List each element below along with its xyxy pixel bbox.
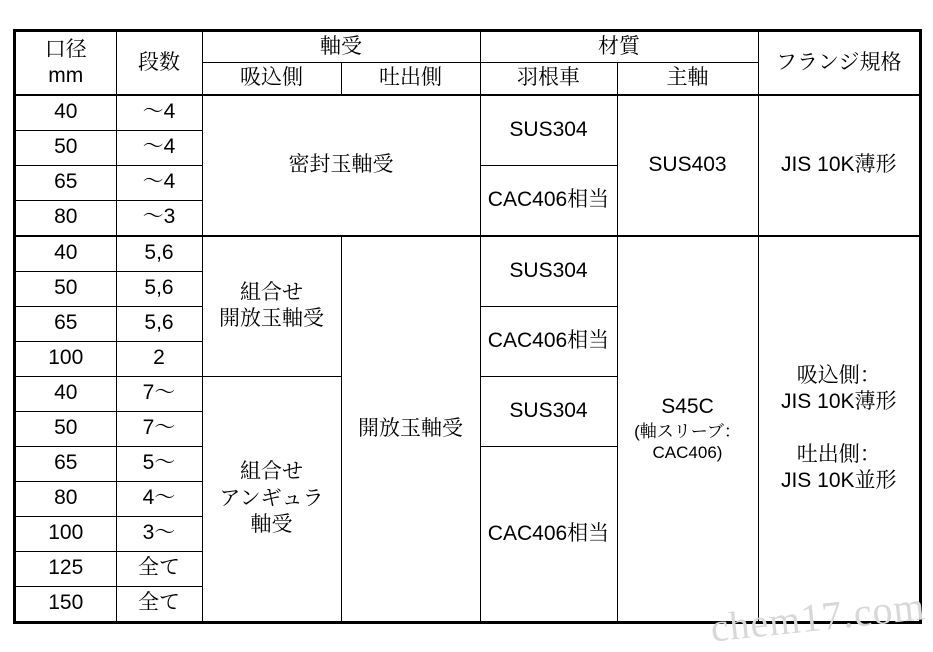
cell-impeller-g4: CAC406相当 (480, 306, 617, 376)
cell-bore: 80 (15, 481, 116, 516)
cell-stages: 7～ (116, 411, 202, 446)
cell-bore: 65 (15, 165, 116, 200)
cell-flange-g2 (758, 236, 920, 622)
cell-bore: 50 (15, 271, 116, 306)
header-bore-label: 口径 (44, 37, 87, 61)
cell-stages: 5,6 (116, 306, 202, 341)
cell-shaft-g2-line3: CAC406) (652, 442, 723, 462)
cell-impeller-g3: SUS304 (480, 236, 617, 307)
header-bore (15, 31, 116, 95)
cell-flange-g2-line4: 吐出側： (796, 442, 881, 466)
header-bore-unit: mm (48, 63, 84, 87)
cell-impeller-g2: CAC406相当 (480, 165, 617, 236)
cell-bore: 40 (15, 376, 116, 411)
header-bearing-suction: 吸込側 (202, 63, 341, 95)
cell-stages: ～4 (116, 95, 202, 131)
cell-flange-g2-line1: 吸込側： (796, 364, 881, 388)
watermark: chem17.com (707, 583, 927, 651)
header-flange: フランジ規格 (758, 31, 920, 95)
cell-flange-g2-spacer (762, 416, 917, 442)
cell-impeller-g5: SUS304 (480, 376, 617, 446)
header-material-shaft: 主軸 (617, 63, 758, 95)
cell-bearing-suction-g3-line1: 組合せ (240, 460, 303, 484)
cell-stages: 5,6 (116, 271, 202, 306)
cell-stages: 全て (116, 551, 202, 586)
cell-bore: 80 (15, 200, 116, 236)
cell-flange-g1: JIS 10K薄形 (758, 95, 920, 236)
cell-bore: 100 (15, 516, 116, 551)
cell-bore: 40 (15, 95, 116, 131)
table-row (15, 95, 920, 131)
header-bearing: 軸受 (202, 31, 480, 63)
cell-bore: 50 (15, 130, 116, 165)
cell-bore: 40 (15, 236, 116, 272)
cell-bore: 50 (15, 411, 116, 446)
cell-bore: 150 (15, 586, 116, 622)
cell-bearing-suction-g3 (202, 376, 341, 622)
cell-bearing-suction-g2 (202, 236, 341, 377)
cell-bearing-discharge-g2: 開放玉軸受 (341, 236, 480, 622)
cell-bore: 65 (15, 306, 116, 341)
header-stages: 段数 (116, 31, 202, 95)
cell-stages: 3～ (116, 516, 202, 551)
cell-stages: 2 (116, 341, 202, 376)
cell-bearing-suction-g3-line3: 軸受 (250, 512, 293, 536)
cell-stages: ～4 (116, 130, 202, 165)
cell-stages: 7～ (116, 376, 202, 411)
cell-shaft-g2-line1: S45C (661, 395, 714, 419)
cell-bore: 65 (15, 446, 116, 481)
cell-stages: ～3 (116, 200, 202, 236)
cell-flange-g2-line5: JIS 10K並形 (780, 469, 897, 493)
cell-impeller-g1: SUS304 (480, 95, 617, 166)
cell-stages: 全て (116, 586, 202, 622)
cell-stages: ～4 (116, 165, 202, 200)
table-header-row-1 (15, 31, 920, 63)
cell-shaft-g1: SUS403 (617, 95, 758, 236)
cell-bearing-group-1: 密封玉軸受 (202, 95, 480, 236)
header-material-impeller: 羽根車 (480, 63, 617, 95)
header-material: 材質 (480, 31, 758, 63)
cell-bearing-suction-g2-line2: 開放玉軸受 (219, 307, 324, 330)
cell-stages: 5,6 (116, 236, 202, 272)
cell-bore: 125 (15, 551, 116, 586)
cell-bore: 100 (15, 341, 116, 376)
cell-stages: 4～ (116, 481, 202, 516)
cell-flange-g2-line2: JIS 10K薄形 (780, 390, 897, 414)
cell-shaft-g2 (617, 236, 758, 622)
specification-table (14, 30, 921, 623)
header-bearing-discharge: 吐出側 (341, 63, 480, 95)
cell-bearing-suction-g2-line1: 組合せ (240, 280, 303, 304)
cell-bearing-suction-g3-line2: アンギュラ (219, 486, 324, 510)
cell-impeller-g6: CAC406相当 (480, 446, 617, 622)
table-row (15, 236, 920, 272)
cell-stages: 5～ (116, 446, 202, 481)
cell-shaft-g2-line2: (軸スリーブ： (634, 421, 741, 441)
